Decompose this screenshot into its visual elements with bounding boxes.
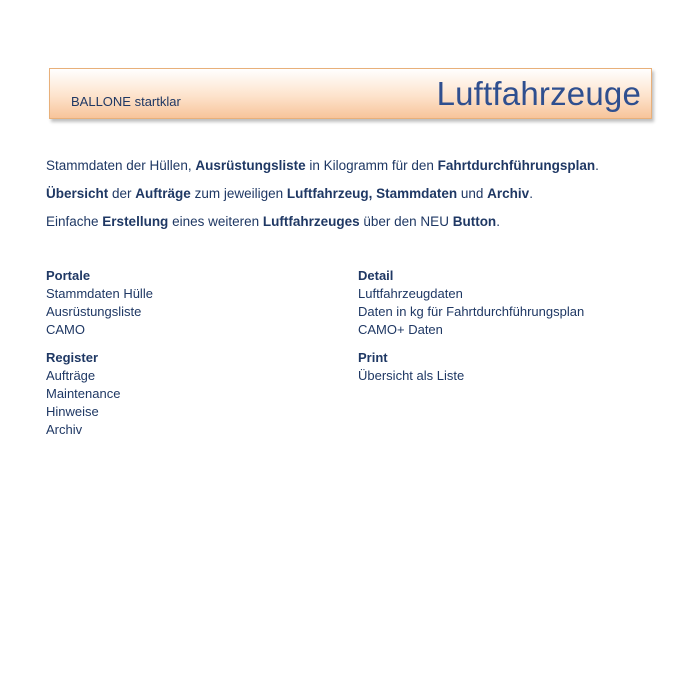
list-item: Luftfahrzeugdaten [358, 286, 463, 301]
text-segment-bold: Ausrüstungsliste [195, 158, 306, 173]
print-list [358, 367, 584, 385]
section-heading-portale: Portale [46, 268, 91, 283]
page-title: Luftfahrzeuge [436, 75, 641, 112]
list-item: CAMO+ Daten [358, 322, 443, 337]
text-segment: . [595, 158, 599, 173]
list-item: Übersicht als Liste [358, 368, 465, 383]
list-item: Maintenance [46, 386, 121, 401]
text-segment: Stammdaten der Hüllen, [46, 158, 196, 173]
text-segment-bold: Aufträge [135, 186, 191, 201]
section-heading-detail: Detail [358, 268, 394, 283]
intro-paragraph-3 [46, 213, 666, 231]
list-item: Ausrüstungsliste [46, 304, 142, 319]
text-segment: zum jeweiligen [190, 186, 287, 201]
text-segment: Einfache [46, 214, 103, 229]
text-segment: . [529, 186, 533, 201]
text-segment-bold: Erstellung [102, 214, 169, 229]
section-heading-register: Register [46, 350, 99, 365]
text-segment: der [108, 186, 136, 201]
right-column [358, 267, 584, 395]
portale-list [46, 285, 153, 339]
text-segment-bold: Übersicht [46, 186, 109, 201]
list-item: Daten in kg für Fahrtdurchführungsplan [358, 304, 585, 319]
register-list [46, 367, 153, 439]
text-segment: und [457, 186, 488, 201]
list-item: Hinweise [46, 404, 99, 419]
intro-text [46, 157, 666, 241]
text-segment: über den NEU [359, 214, 453, 229]
text-segment-bold: Button [452, 214, 497, 229]
detail-list [358, 285, 584, 339]
text-segment: in Kilogramm für den [305, 158, 438, 173]
list-item: Archiv [46, 422, 83, 437]
intro-paragraph-2 [46, 185, 666, 203]
text-segment-bold: Luftfahrzeug, Stammdaten [286, 186, 458, 201]
brand-label: BALLONE startklar [71, 94, 181, 109]
text-segment-bold: Archiv [487, 186, 530, 201]
text-segment: . [496, 214, 500, 229]
section-heading-print: Print [358, 350, 388, 365]
intro-paragraph-1 [46, 157, 666, 175]
header-banner [49, 68, 652, 119]
list-item: Aufträge [46, 368, 96, 383]
text-segment-bold: Fahrtdurchführungsplan [437, 158, 596, 173]
list-item: CAMO [46, 322, 85, 337]
list-item: Stammdaten Hülle [46, 286, 153, 301]
text-segment: eines weiteren [168, 214, 263, 229]
text-segment-bold: Luftfahrzeuges [262, 214, 360, 229]
left-column [46, 267, 153, 449]
